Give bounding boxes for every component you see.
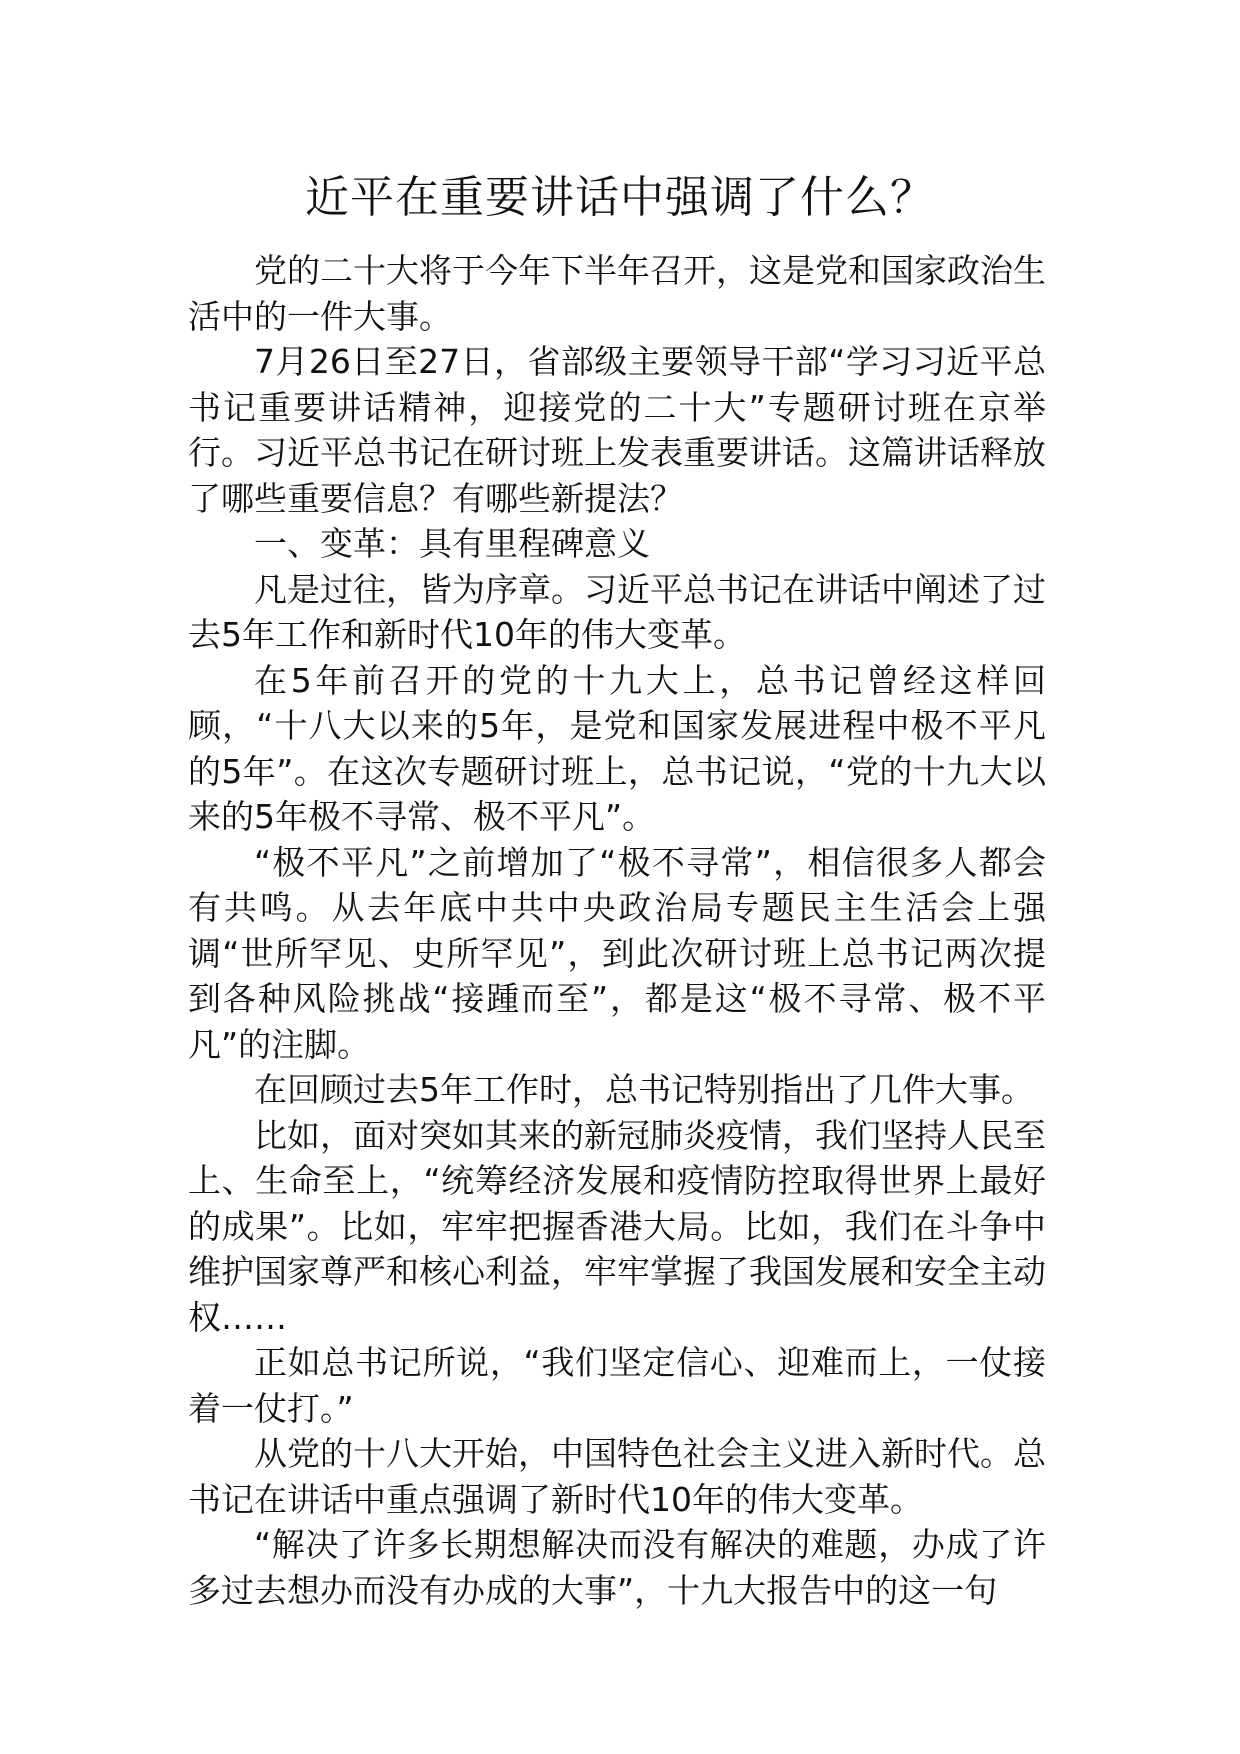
paragraph: “解决了许多长期想解决而没有解决的难题，办成了许多过去想办而没有办成的大事”，十九大报告中的这一句 — [188, 1525, 1046, 1610]
paragraph: 7月26日至27日，省部级主要领导干部“学习习近平总书记重要讲话精神，迎接党的二十大”专题研讨班在京举行。习近平总书记在研讨班上发表重要讲话。这篇讲话释放了哪些重要信息？有哪些新提法？ — [188, 342, 1046, 518]
paragraph: 从党的十八大开始，中国特色社会主义进入新时代。总书记在讲话中重点强调了新时代10年的伟大变革。 — [188, 1434, 1046, 1519]
document-title: 近平在重要讲话中强调了什么？ — [305, 172, 935, 223]
paragraph: 比如，面对突如其来的新冠肺炎疫情，我们坚持人民至上、生命至上，“统筹经济发展和疫情防控取得世界上最好的成果”。比如，牢牢把握香港大局。比如，我们在斗争中维护国家尊严和核心利益，牢牢掌握了我国发展和安全主动权…… — [188, 1115, 1046, 1337]
paragraph: 党的二十大将于今年下半年召开，这是党和国家政治生活中的一件大事。 — [188, 251, 1046, 336]
paragraph: 在回顾过去5年工作时，总书记特别指出了几件大事。 — [254, 1070, 1034, 1109]
paragraph: “极不平凡”之前增加了“极不寻常”，相信很多人都会有共鸣。从去年底中共中央政治局专题民主生活会上强调“世所罕见、史所罕见”，到此次研讨班上总书记两次提到各种风险挑战“接踵而至”，都是这“极不寻常、极不平凡”的注脚。 — [188, 842, 1046, 1064]
paragraph: 凡是过往，皆为序章。习近平总书记在讲话中阐述了过去5年工作和新时代10年的伟大变革。 — [188, 569, 1046, 654]
paragraph: 正如总书记所说，“我们坚定信心、迎难而上，一仗接着一仗打。” — [188, 1343, 1046, 1428]
section-heading: 一、变革：具有里程碑意义 — [254, 524, 650, 563]
document-body — [188, 248, 1046, 1613]
paragraph: 在5年前召开的党的十九大上，总书记曾经这样回顾，“十八大以来的5年，是党和国家发展进程中极不平凡的5年”。在这次专题研讨班上，总书记说，“党的十九大以来的5年极不寻常、极不平凡”。 — [188, 660, 1046, 836]
